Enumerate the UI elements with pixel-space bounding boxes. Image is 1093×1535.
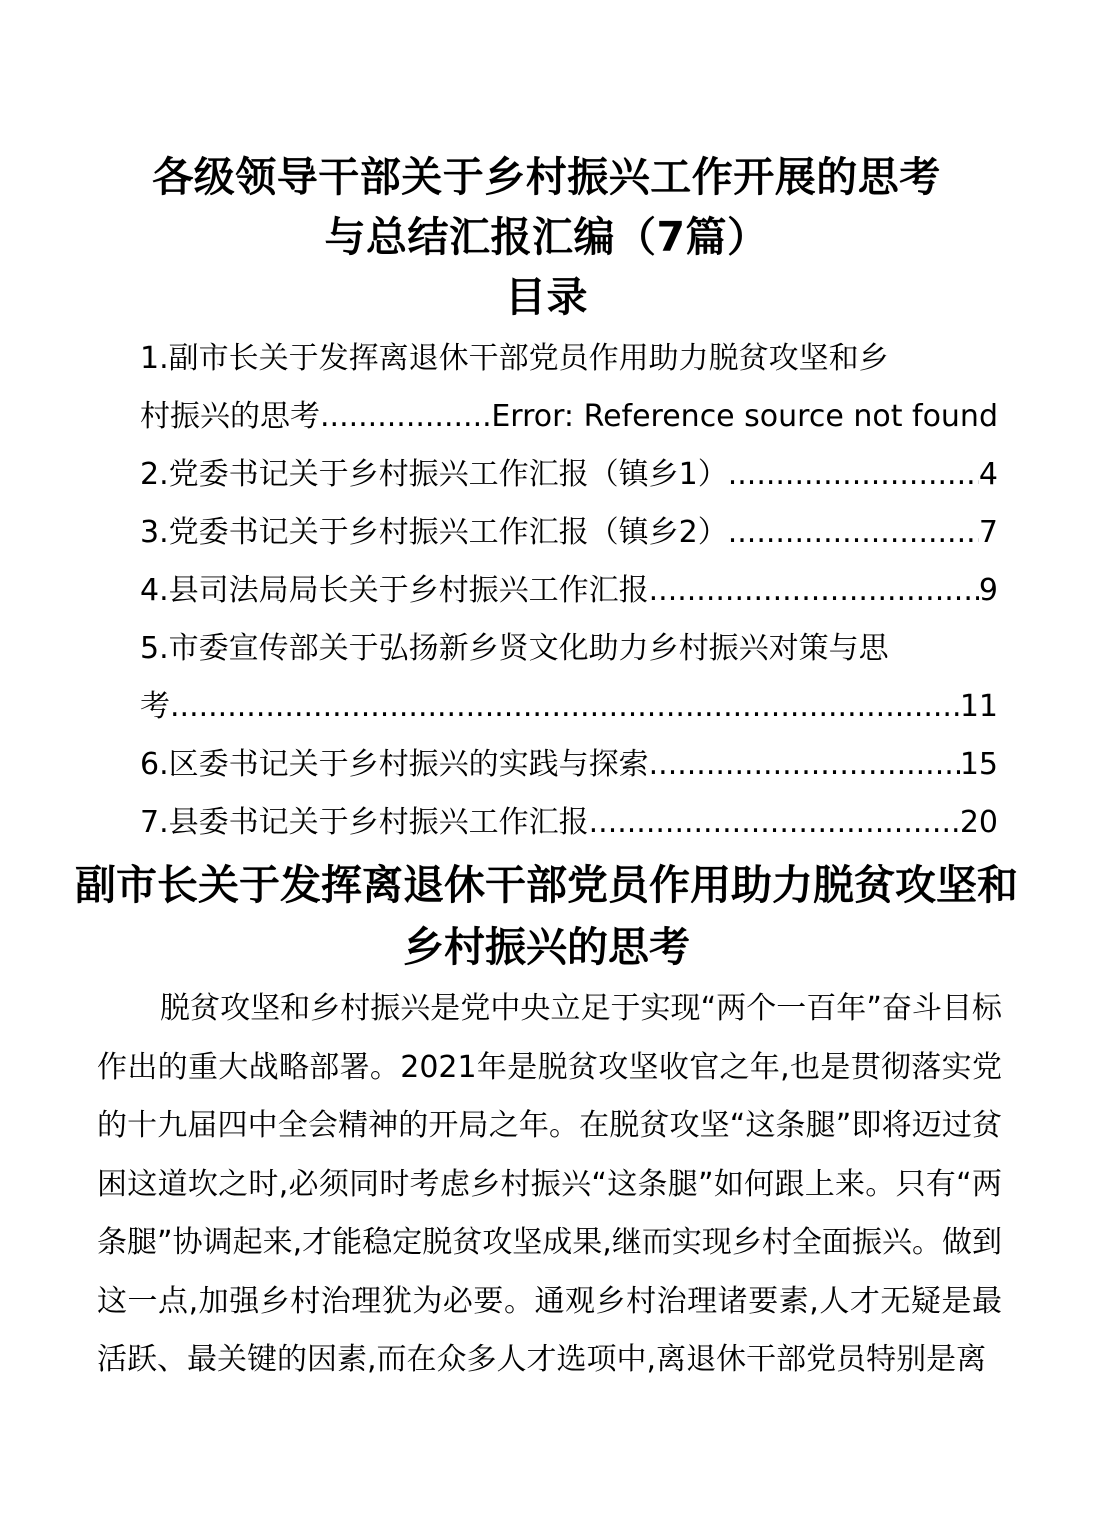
toc-entry-2[interactable] xyxy=(140,446,998,504)
toc-leader-dots xyxy=(728,446,979,504)
toc-entry-page: 11 xyxy=(959,689,998,724)
toc-entry-4[interactable] xyxy=(140,562,998,620)
toc-entry-page: 20 xyxy=(959,805,998,840)
toc-entry-page: 9 xyxy=(978,573,998,608)
toc-entry-text: 3.党委书记关于乡村振兴工作汇报（镇乡2） xyxy=(140,515,728,550)
toc-entry-text: 2.党委书记关于乡村振兴工作汇报（镇乡1） xyxy=(140,457,728,492)
section-title: 副市长关于发挥离退休干部党员作用助力脱贫攻坚和乡村振兴的思考 xyxy=(75,861,1018,971)
toc-leader-dots xyxy=(649,736,960,794)
toc-entry-text: 5.市委宣传部关于弘扬新乡贤文化助力乡村振兴对策与思 xyxy=(140,631,889,666)
toc-heading: 目录 xyxy=(505,273,588,321)
table-of-contents xyxy=(140,330,998,852)
toc-entry-5-line-2[interactable] xyxy=(140,678,998,736)
toc-leader-dots xyxy=(170,678,960,736)
toc-entry-7[interactable] xyxy=(140,794,998,852)
toc-entry-1-line-2[interactable] xyxy=(140,388,998,446)
toc-leader-dots xyxy=(320,388,491,446)
toc-leader-dots xyxy=(728,504,979,562)
toc-leader-dots xyxy=(649,562,979,620)
toc-entry-text: 村振兴的思考 xyxy=(140,399,320,434)
toc-entry-text: 1.副市长关于发挥离退休干部党员作用助力脱贫攻坚和乡 xyxy=(140,341,889,376)
toc-entry-5-line-1[interactable] xyxy=(140,620,998,678)
toc-entry-3[interactable] xyxy=(140,504,998,562)
toc-entry-page: 7 xyxy=(978,515,998,550)
toc-entry-text: 6.区委书记关于乡村振兴的实践与探索 xyxy=(140,747,649,782)
toc-entry-text: 4.县司法局局长关于乡村振兴工作汇报 xyxy=(140,573,649,608)
toc-entry-page: Error: Reference source not found xyxy=(491,399,998,434)
toc-leader-dots xyxy=(589,794,960,852)
toc-entry-page: 15 xyxy=(959,747,998,782)
toc-entry-page: 4 xyxy=(978,457,998,492)
document-title-line-2: 与总结汇报汇编（7篇） xyxy=(324,213,769,261)
toc-entry-1-line-1[interactable] xyxy=(140,330,998,388)
toc-entry-text: 7.县委书记关于乡村振兴工作汇报 xyxy=(140,805,589,840)
body-paragraph: 脱贫攻坚和乡村振兴是党中央立足于实现“两个一百年”奋斗目标作出的重大战略部署。2021年是脱贫攻坚收官之年,也是贯彻落实党的十九届四中全会精神的开局之年。在脱贫攻坚“这条腿”即将迈过贫困这道坎之时,必须同时考虑乡村振兴“这条腿”如何跟上来。只有“两条腿”协调起来,才能稳定脱贫攻坚成果,继而实现乡村全面振兴。做到这一点,加强乡村治理犹为必要。通观乡村治理诸要素,人才无疑是最活跃、最关键的因素,而在众多人才选项中,离退休干部党员特别是离 xyxy=(97,991,1002,1377)
toc-entry-text: 考 xyxy=(140,689,170,724)
toc-entry-6[interactable] xyxy=(140,736,998,794)
document-title-line-1: 各级领导干部关于乡村振兴工作开展的思考 xyxy=(152,153,941,201)
